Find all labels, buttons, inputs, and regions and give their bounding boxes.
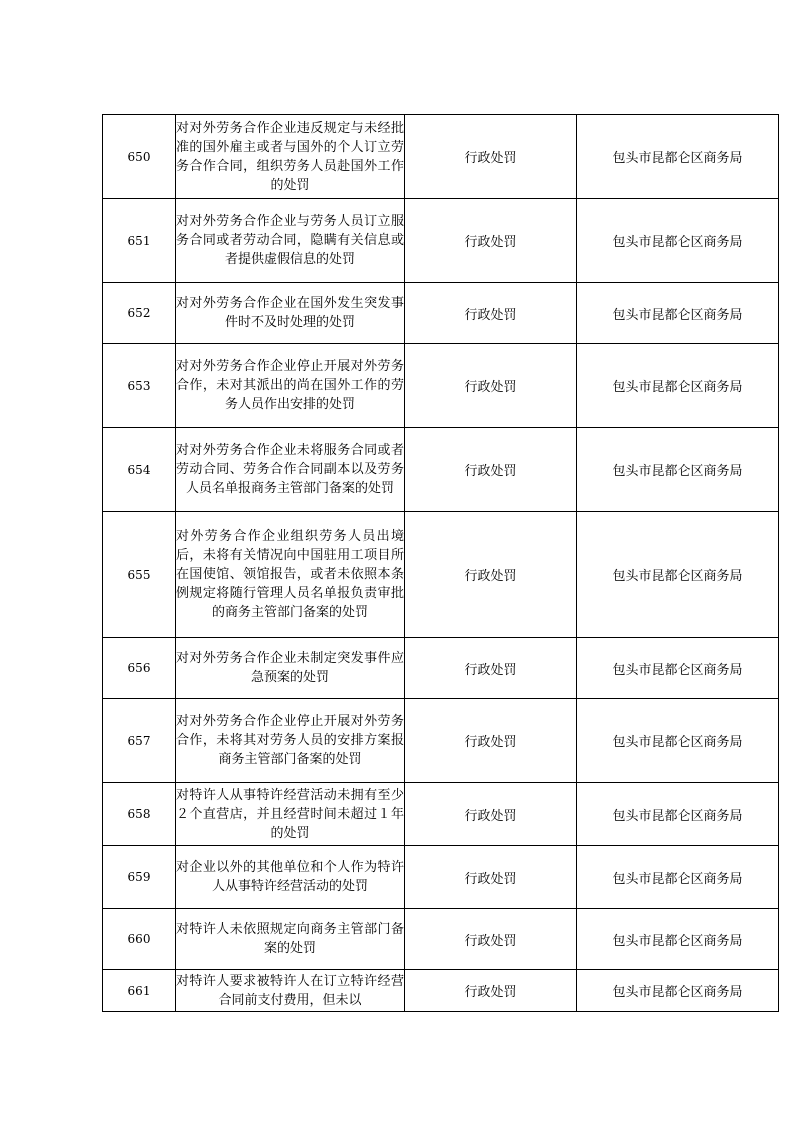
authority-name-cell [577, 199, 779, 283]
penalty-table [102, 114, 779, 1012]
table-body [103, 115, 779, 1012]
penalty-type-cell [405, 638, 577, 699]
table-row [103, 846, 779, 909]
item-description-cell [176, 846, 405, 909]
authority-name: 包头市昆都仑区商务局 [612, 985, 743, 1000]
table-row [103, 970, 779, 1012]
row-number-cell [103, 699, 176, 783]
item-description: 对特许人未依照规定向商务主管部门备案的处罚 [176, 922, 404, 956]
penalty-type-cell [405, 846, 577, 909]
penalty-type-cell [405, 909, 577, 970]
penalty-type: 行政处罚 [464, 662, 517, 678]
authority-name: 包头市昆都仑区商务局 [612, 464, 743, 479]
item-description-cell [176, 115, 405, 199]
table-row [103, 699, 779, 783]
item-description: 对对外劳务合作企业未将服务合同或者劳动合同、劳务合作合同副本以及劳务人员名单报商务主管部门备案的处罚 [176, 443, 404, 496]
item-description: 对对外劳务合作企业与劳务人员订立服务合同或者劳动合同，隐瞒有关信息或者提供虚假信息的处罚 [176, 214, 404, 267]
item-description-cell [176, 283, 405, 344]
penalty-type-cell [405, 699, 577, 783]
item-description: 对对外劳务合作企业未制定突发事件应急预案的处罚 [176, 651, 404, 685]
item-description: 对特许人要求被特许人在订立特许经营合同前支付费用，但未以 [176, 973, 404, 1008]
authority-name: 包头市昆都仑区商务局 [612, 808, 743, 824]
table-row [103, 428, 779, 512]
penalty-type-cell [405, 970, 577, 1012]
row-number-cell [103, 283, 176, 344]
row-number-cell [103, 970, 176, 1012]
item-description-cell [176, 638, 405, 699]
row-number: 659 [127, 870, 151, 884]
row-number: 655 [127, 567, 151, 582]
penalty-type-cell [405, 512, 577, 638]
row-number-cell [103, 638, 176, 699]
row-number: 658 [127, 807, 151, 821]
item-description: 对对外劳务合作企业违反规定与未经批准的国外雇主或者与国外的个人订立劳务合作合同，组织劳务人员赴国外工作的处罚 [176, 120, 404, 193]
penalty-type: 行政处罚 [464, 985, 517, 1000]
row-number-cell [103, 199, 176, 283]
penalty-type: 行政处罚 [464, 735, 517, 750]
penalty-type: 行政处罚 [464, 307, 517, 323]
item-description: 对企业以外的其他单位和个人作为特许人从事特许经营活动的处罚 [176, 860, 404, 894]
authority-name: 包头市昆都仑区商务局 [612, 569, 743, 584]
penalty-type-cell [405, 428, 577, 512]
item-description-cell [176, 199, 405, 283]
row-number-cell [103, 512, 176, 638]
penalty-type: 行政处罚 [464, 871, 517, 887]
penalty-type-cell [405, 344, 577, 428]
item-description-cell [176, 699, 405, 783]
penalty-type: 行政处罚 [464, 380, 517, 395]
authority-name: 包头市昆都仑区商务局 [612, 307, 743, 323]
authority-name-cell [577, 699, 779, 783]
table-row [103, 783, 779, 846]
authority-name-cell [577, 283, 779, 344]
authority-name-cell [577, 846, 779, 909]
row-number: 653 [127, 378, 151, 393]
penalty-type: 行政处罚 [464, 808, 517, 824]
item-description-cell [176, 783, 405, 846]
row-number-cell [103, 783, 176, 846]
penalty-type: 行政处罚 [464, 933, 517, 949]
row-number: 661 [127, 983, 151, 998]
authority-name: 包头市昆都仑区商务局 [612, 235, 743, 250]
authority-name: 包头市昆都仑区商务局 [612, 380, 743, 395]
row-number: 652 [127, 306, 151, 320]
penalty-type: 行政处罚 [464, 151, 517, 166]
item-description: 对对外劳务合作企业停止开展对外劳务合作，未将其对劳务人员的安排方案报商务主管部门备案的处罚 [176, 714, 404, 767]
row-number-cell [103, 909, 176, 970]
row-number: 651 [127, 233, 151, 248]
authority-name-cell [577, 970, 779, 1012]
penalty-type-cell [405, 199, 577, 283]
row-number: 660 [127, 932, 151, 946]
table-row [103, 283, 779, 344]
authority-name-cell [577, 909, 779, 970]
row-number-cell [103, 344, 176, 428]
authority-name: 包头市昆都仑区商务局 [612, 933, 743, 949]
authority-name-cell [577, 783, 779, 846]
item-description: 对外劳务合作企业组织劳务人员出境后，未将有关情况向中国驻用工项目所在国使馆、领馆报告，或者未依照本条例规定将随行管理人员名单报负责审批的商务主管部门备案的处罚 [176, 529, 404, 620]
penalty-type-cell [405, 115, 577, 199]
penalty-type: 行政处罚 [464, 235, 517, 250]
row-number-cell [103, 115, 176, 199]
table-row [103, 344, 779, 428]
authority-name: 包头市昆都仑区商务局 [612, 151, 743, 166]
item-description-cell [176, 344, 405, 428]
authority-name-cell [577, 512, 779, 638]
penalty-type-cell [405, 783, 577, 846]
item-description-cell [176, 428, 405, 512]
table-row [103, 638, 779, 699]
table-row [103, 909, 779, 970]
authority-name-cell [577, 344, 779, 428]
item-description: 对对外劳务合作企业在国外发生突发事件时不及时处理的处罚 [176, 296, 404, 330]
row-number-cell [103, 428, 176, 512]
row-number: 650 [127, 149, 151, 164]
authority-name: 包头市昆都仑区商务局 [612, 735, 743, 750]
table-row [103, 199, 779, 283]
row-number-cell [103, 846, 176, 909]
item-description-cell [176, 512, 405, 638]
authority-name-cell [577, 115, 779, 199]
authority-name-cell [577, 638, 779, 699]
row-number: 654 [127, 462, 151, 477]
table-row [103, 115, 779, 199]
penalty-type: 行政处罚 [464, 569, 517, 584]
authority-name: 包头市昆都仑区商务局 [612, 662, 743, 678]
authority-name-cell [577, 428, 779, 512]
item-description-cell [176, 970, 405, 1012]
item-description-cell [176, 909, 405, 970]
item-description: 对特许人从事特许经营活动未拥有至少２个直营店，并且经营时间未超过１年的处罚 [176, 787, 404, 841]
row-number: 656 [127, 661, 151, 675]
table-row [103, 512, 779, 638]
penalty-type: 行政处罚 [464, 464, 517, 479]
row-number: 657 [127, 733, 151, 748]
penalty-type-cell [405, 283, 577, 344]
item-description: 对对外劳务合作企业停止开展对外劳务合作，未对其派出的尚在国外工作的劳务人员作出安排的处罚 [176, 359, 404, 412]
authority-name: 包头市昆都仑区商务局 [612, 871, 743, 887]
